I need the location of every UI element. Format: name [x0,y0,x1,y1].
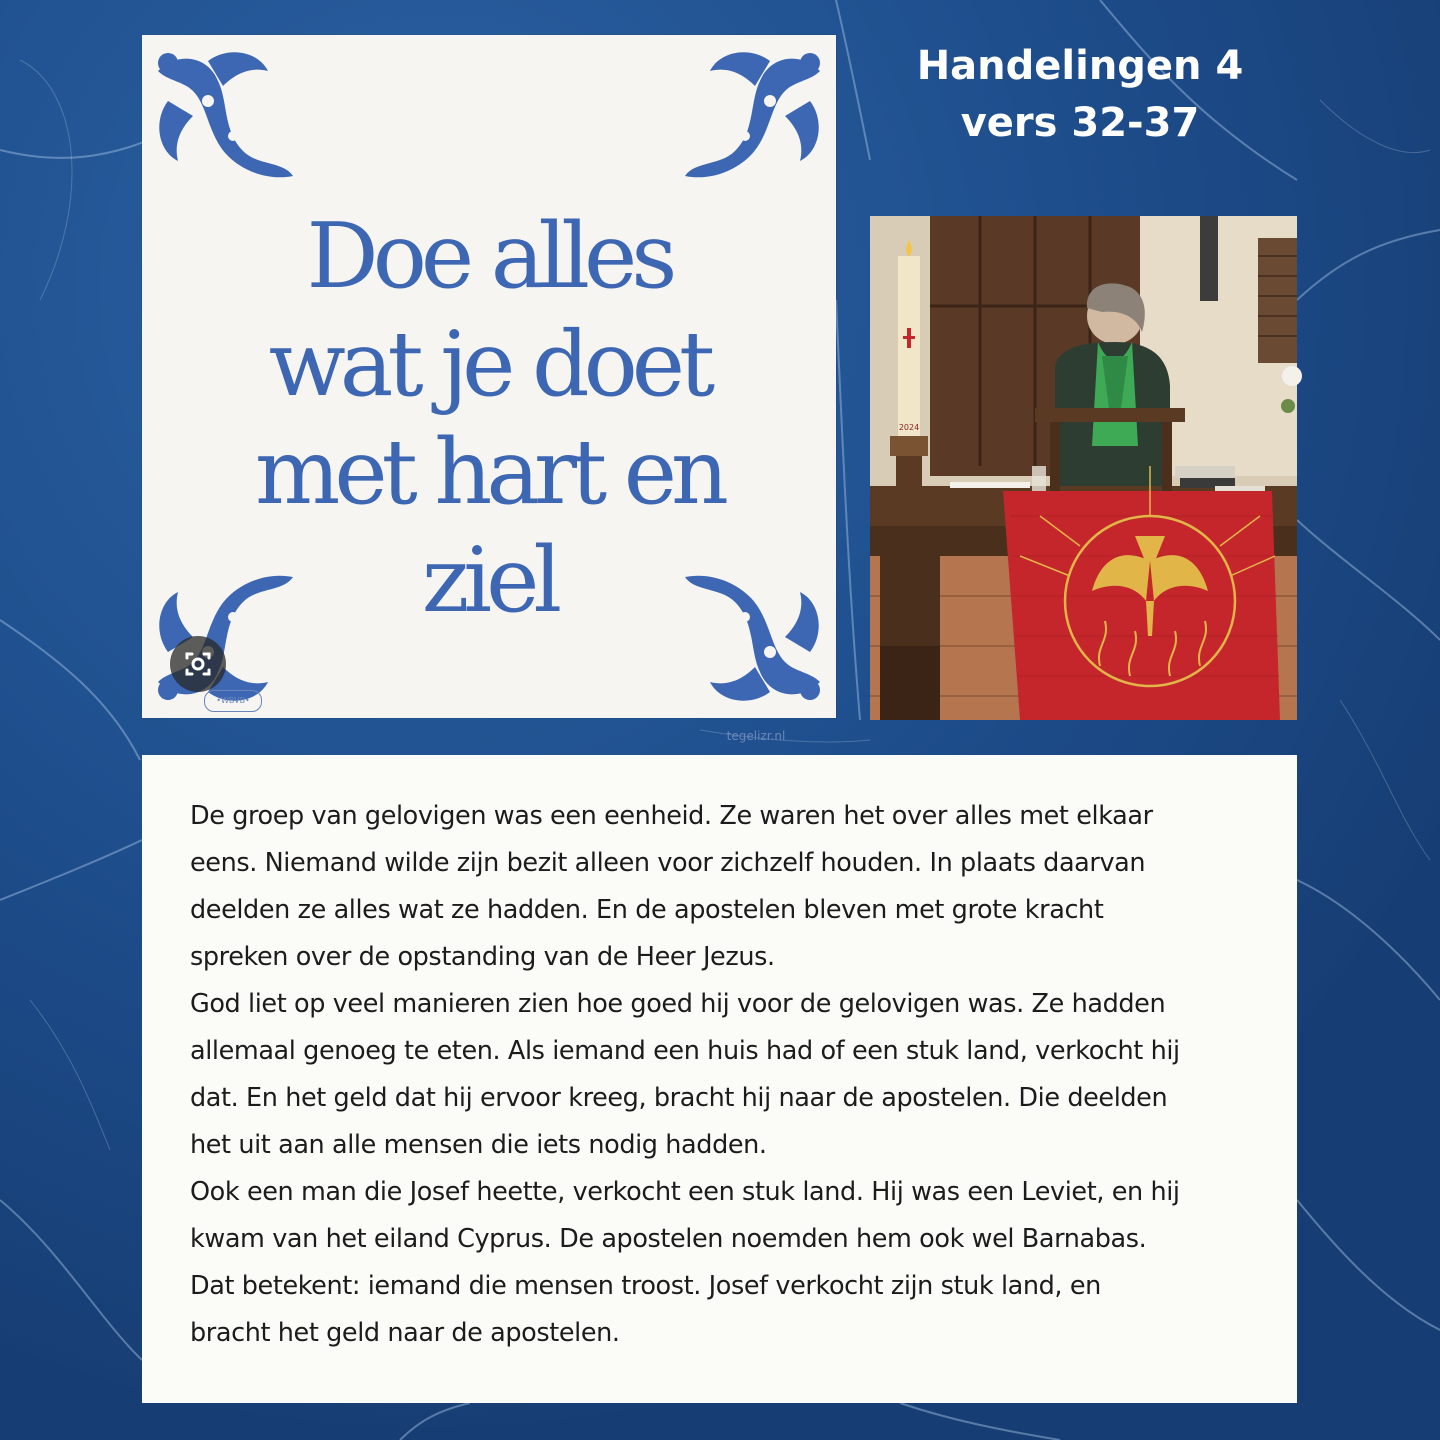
passage-line: allemaal genoeg te eten. Als iemand een huis had of een stuk land, verkocht hij [190,1036,1180,1066]
verse-range: vers 32-37 [960,100,1200,146]
passage-line: kwam van het eiland Cyprus. De apostelen noemden hem ook wel Barnabas. [190,1224,1147,1254]
passage-line: De groep van gelovigen was een eenheid. Ze waren het over alles met elkaar [190,801,1153,831]
delft-tile [142,35,836,743]
tile-saying [142,203,836,635]
maker-stamp: •WBVB• [204,690,262,712]
fleur-corner-ornament-icon [148,41,298,191]
book-chapter: Handelingen 4 [916,43,1244,89]
visual-search-button[interactable] [170,636,226,692]
tile-line: wat je doet [268,312,710,417]
passage-line: eens. Niemand wilde zijn bezit alleen voor zichzelf houden. In plaats daarvan [190,848,1146,878]
passage-line: Ook een man die Josef heette, verkocht een stuk land. Hij was een Leviet, en hij [190,1177,1180,1207]
tile-line: ziel [421,528,557,633]
passage-line: Dat betekent: iemand die mensen troost. Josef verkocht zijn stuk land, en [190,1271,1101,1301]
church-photo [870,216,1297,720]
candle-year: 2024 [898,423,920,432]
scripture-passage [190,793,1260,1357]
tile-line: met hart en [254,420,724,525]
scripture-reference [860,38,1300,151]
camera-search-icon [170,636,226,692]
scripture-passage-box [142,755,1297,1403]
passage-line: bracht het geld naar de apostelen. [190,1318,620,1348]
speaker-at-lectern-illustration [870,216,1297,720]
passage-line: dat. En het geld dat hij ervoor kreeg, bracht hij naar de apostelen. Die deelden [190,1083,1168,1113]
tile-line: Doe alles [306,204,672,309]
tile-credit: tegelizr.nl [726,729,786,743]
passage-line: deelden ze alles wat ze hadden. En de apostelen bleven met grote kracht [190,895,1104,925]
passage-line: het uit aan alle mensen die iets nodig hadden. [190,1130,767,1160]
passage-line: God liet op veel manieren zien hoe goed hij voor de gelovigen was. Ze hadden [190,989,1166,1019]
passage-line: spreken over de opstanding van de Heer Jezus. [190,942,775,972]
fleur-corner-ornament-icon [680,41,830,191]
